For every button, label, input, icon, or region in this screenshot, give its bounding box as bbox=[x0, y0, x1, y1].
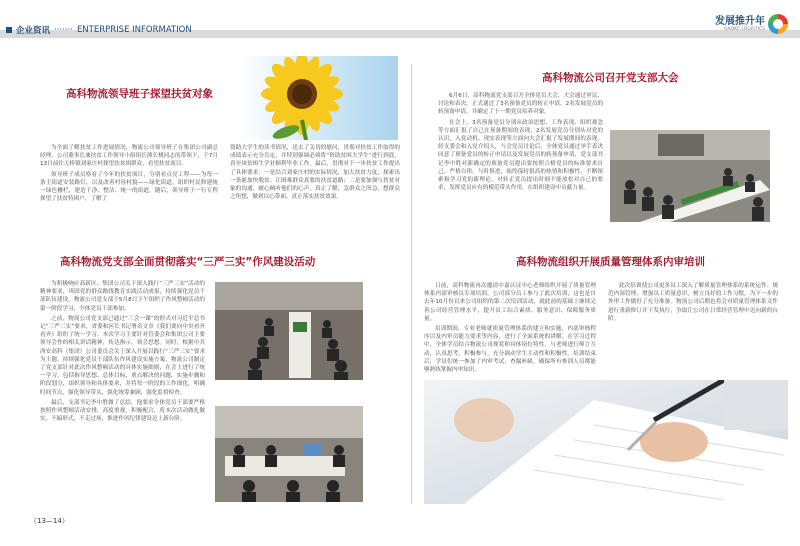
section-label bbox=[6, 22, 192, 38]
article4-col2 bbox=[608, 282, 778, 325]
article2-para1: 6月6日，高科物流党支部召开全体党员大会，大会通过审议、讨论和表决，正式通过了3名预备党员的转正申请，2名发展党员的转预备申请，并确定了下一期党员培养对象。 bbox=[438, 93, 603, 116]
article3-body bbox=[40, 280, 205, 425]
article2-body bbox=[438, 92, 603, 194]
training-writing-photo bbox=[424, 380, 788, 504]
article4-para1: 日前，高科物流再次邀请中嘉认证中心老师组织开展了质量管理体系内部审核员专项培训，公司部分员工参与了此次培训，这也是自去年10月份以来公司组织的第二次培训活动，就此前的基础上继续完善公司经营管理水平，提升员工综合素质、服务意识、保障服务质量。 bbox=[424, 283, 596, 322]
article3-para1: 为积极响应高新区、集团公司关于深入践行“三严三实”活动的精神要求，巩固党的群众路线教育实践活动成果，持续强化党员干部队伍建设，物流公司党支部于5月8日下午组织了作风整顿活动的第一阶段学习，全体党员干部参加。 bbox=[40, 281, 205, 312]
section-dots: ······· bbox=[54, 25, 73, 35]
page-header bbox=[0, 0, 800, 48]
square-icon bbox=[6, 27, 12, 33]
party-meeting-photo bbox=[610, 130, 770, 222]
article3-para2: 之前，物流公司党支部已通过“三会一课”的形式对习近平总书记“三严三实”要求，省委和区长书记署名文章《我们要向中央看齐看齐》组织了统一学习。本次学习主要针对管委会和集团公司主要领导会作的相关讲话精神，传达指示，领会思想。同时，根据中共西安高科（集团）公司委员会关于深入开展以践行“三严三实”要求为主题，持续强化党员干部队伍作风建设实施方案，物流公司制定了党支部针对此次作风整顿活动的具体实施细则，在会上进行了统一学习，包括指导思想、总体目标、重点解决的问题、实施步骤和阶段划分，组织领导和具体要求，并将每一阶段的工作细化，明确时间节点，强化领导带头，强化统筹兼顾，强化监督检查。 bbox=[40, 315, 205, 396]
article4-title: 高科物流组织开展质量管理体系内审培训 bbox=[516, 256, 705, 268]
study-meeting-photo-1 bbox=[215, 282, 363, 380]
article1-para2: 领导班子成员察看了今年的扶贫项目，分别看点亮工程——为每一条主街道安装路灯，以及改善村容村貌——绿化街道，组织村民修建统一绿色栅栏，建造干净、整洁、统一的街道。随后，领导班子一行专程探望了扶贫特困户，了解了 bbox=[40, 171, 218, 203]
article1-col2 bbox=[230, 144, 400, 203]
section-cn: 企业资讯 bbox=[16, 26, 51, 36]
article1-col1 bbox=[40, 144, 218, 205]
article2-para2: 在会上，3名预备党员分别从政治思想、工作表现、组织观念等方面汇报了自己在预备期间的表现，2名发展党员分别从对党的认识，入党动机、现实表现等方面向大会汇报了发展期间的表现。经支委会和入党介绍人，与会党员讨论后，全体党员通过举手表决同意了预备党员的转正申请以及发展党员的转预备申请，党支部书记李中胜对新确定的预备党员提出要按照合格党员的标准要求自己，严格自律，与时俱进，始终保持很高的热情和积极性，不断探索和学习党的新理论，对转正党员提出时刻不能放松对自己的要求，发挥党员应有的模范带头作用，在组织建设中贡献力量。 bbox=[438, 119, 603, 192]
article3-para3: 最后，支部书记李中胜做了总结，他要求全体党员干部要严格按照作风整顿活动安排，高度重视，积极配合，将本次活动做扎做实，不搞形式，不走过场，推进作风纪律建设迈上新台阶。 bbox=[40, 399, 205, 423]
study-meeting-photo-2 bbox=[215, 406, 363, 502]
article2-title: 高科物流公司召开党支部大会 bbox=[542, 72, 679, 84]
company-logo-icon bbox=[768, 14, 788, 34]
article1-para1: 为全面了解扶贫工作进展情况，物流公司领导班子在集团公司副总经理、公司董事长兼扶贫工作领导小组组长熊长桃同志的带领下，于7月13日前往天桥镇刘家庄村探望扶贫困群众，看望扶贫项目。 bbox=[40, 145, 218, 168]
brand-sub: GAOKE LOGISTICS bbox=[724, 27, 765, 32]
article1-para3: 资助大学生的读书情况，送去了关切的慰问，贯彻对扶贫工作取得的成绩表示充分肯定，并特别强调必须将“资助贫困大学生”进行到底，真至该贫困生学业顺利毕业工作。最后，贯彻对下一步扶贫工作提出了具体要求：一是结合刘家庄村的实际情况，加大扶贫力度，探索出一条能加快脱贫；让困难群众真要的扶贫道路；二是要加强与扶贫对象的沟通，耐心倾听他们的心声，真正了解，急群众之所急，想群众之所想，做到以心带面，真正落实扶贫效果。 bbox=[230, 145, 400, 201]
column-divider bbox=[411, 64, 412, 504]
brand bbox=[715, 14, 788, 34]
article3-title: 高科物流党支部全面贯彻落实“三严三实”作风建设活动 bbox=[60, 256, 316, 268]
brand-name: 发展推升年 bbox=[715, 16, 765, 27]
section-en: ENTERPRISE INFORMATION bbox=[76, 25, 192, 35]
article4-para3: 此次培训使公司更多员工深入了解质量管理体系的系统运作、规范内部管理、增强员工质量意识，树立良好的工作习惯，为下一步的外审工作做好了充分准备。物流公司后期也将会对质量管理体系文件进行重新修订并下发执行，争取让公司在日常经营管理中迈向新的台阶。 bbox=[608, 283, 778, 322]
article4-para2: 培训期间，专业老师就质量管理体系的建立和实施、内部审核程序以及内审员能力要求等内容，进行了全面系统的讲解。在学习过程中，全体学员结合物流公司现状和具体岗位特性，与老师进行师言互动，认真思考，积极参与，充分调动学生主动性和积极性。培训结束后，学员们统一参加了内审考试，查漏补缺，确保所有参训人员都能够熟练掌握内审知识。 bbox=[424, 326, 596, 374]
article4-col1 bbox=[424, 282, 596, 376]
page-number: （13—14） bbox=[30, 517, 69, 525]
article1-title: 高科物流领导班子探望扶贫对象 bbox=[66, 88, 213, 100]
